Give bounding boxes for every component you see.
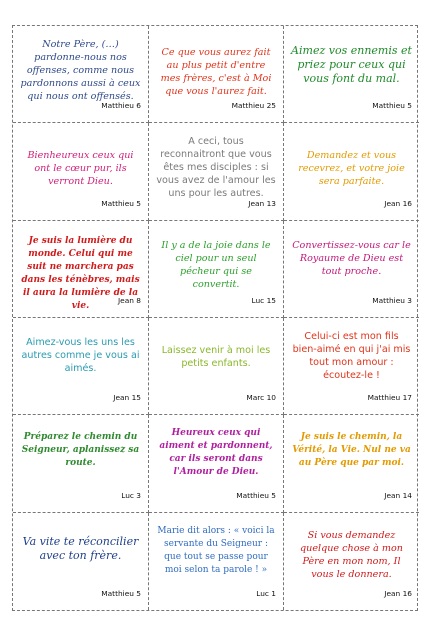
verse-quote: Marie dit alors : « voici la servante du Seigneur : que tout se passe pour moi selon ta parole ! »: [157, 525, 275, 575]
verse-quote: Je suis la lumière du monde. Celui qui me suit ne marchera pas dans les ténèbres, mais il aura la lumière de la vie.: [21, 235, 140, 311]
verse-quote: Laissez venir à moi les petits enfants.: [161, 345, 271, 369]
verse-card: [13, 415, 149, 512]
card-sheet: [12, 25, 418, 611]
verse-quote: A ceci, tous reconnaitront que vous êtes mes disciples : si vous avez de l'amour les uns pour les autres.: [156, 136, 276, 200]
verse-quote: Heureux ceux qui aiment et pardonnent, car ils seront dans l'Amour de Dieu.: [159, 428, 273, 478]
verse-card: [284, 513, 419, 610]
verse-reference: Jean 15: [113, 393, 141, 403]
verse-card: [284, 123, 419, 220]
verse-reference: Jean 14: [384, 490, 412, 500]
verse-card: [284, 415, 419, 512]
verse-card: [149, 318, 284, 415]
verse-reference: Matthieu 17: [367, 393, 412, 403]
verse-reference: Matthieu 5: [372, 101, 412, 111]
verse-quote: Celui-ci est mon fils bien-aimé en qui j'ai mis tout mon amour : écoutez-le !: [292, 331, 411, 381]
verse-reference: Luc 3: [121, 490, 141, 500]
verse-reference: Matthieu 5: [236, 490, 276, 500]
verse-reference: Jean 16: [384, 198, 412, 208]
verse-card: [13, 318, 149, 415]
verse-quote: Convertissez-vous car le Royaume de Dieu est tout proche.: [292, 239, 411, 277]
verse-quote: Si vous demandez quelque chose à mon Père en mon nom, Il vous le donnera.: [300, 529, 403, 580]
verse-reference: Luc 1: [256, 589, 276, 598]
verse-card: [284, 221, 419, 318]
verse-reference: Jean 16: [384, 589, 412, 598]
verse-card: [13, 221, 149, 318]
verse-reference: Matthieu 3: [372, 296, 412, 305]
verse-reference: Jean 8: [118, 296, 141, 305]
verse-card: [13, 513, 149, 610]
verse-quote: Il y a de la joie dans le ciel pour un seul pécheur qui se convertit.: [161, 239, 271, 290]
verse-reference: Matthieu 6: [101, 101, 141, 111]
verse-quote: Bienheureux ceux qui ont le cœur pur, ils verront Dieu.: [27, 150, 134, 188]
verse-quote: Va vite te réconcilier avec ton frère.: [22, 534, 139, 562]
verse-card: [284, 26, 419, 123]
verse-quote: Préparez le chemin du Seigneur, aplanissez sa route.: [21, 432, 140, 469]
verse-reference: Luc 15: [251, 296, 276, 305]
verse-card: [149, 221, 284, 318]
verse-quote: Ce que vous aurez fait au plus petit d'entre mes frères, c'est à Moi que vous l'aurez fait.: [160, 47, 272, 97]
verse-card: [13, 123, 149, 220]
verse-quote: Aimez vos ennemis et priez pour ceux qui vous font du mal.: [291, 44, 412, 85]
verse-quote: Aimez-vous les uns les autres comme je vous ai aimés.: [21, 337, 140, 374]
verse-quote: Demandez et vous recevrez, et votre joie sera parfaite.: [298, 150, 405, 188]
verse-card: [149, 123, 284, 220]
verse-card: [149, 415, 284, 512]
verse-quote: Notre Père, (…) pardonne-nous nos offenses, comme nous pardonnons aussi à ceux qui nous ont offensés.: [20, 39, 141, 102]
verse-quote: Je suis le chemin, la Vérité, la Vie. Nul ne va au Père que par moi.: [292, 432, 411, 469]
verse-reference: Matthieu 5: [101, 198, 141, 208]
verse-card: [284, 318, 419, 415]
verse-reference: Matthieu 5: [101, 589, 141, 598]
verse-card: [149, 26, 284, 123]
verse-reference: Matthieu 25: [231, 101, 276, 111]
verse-card: [149, 513, 284, 610]
verse-reference: Marc 10: [246, 393, 276, 403]
verse-card: [13, 26, 149, 123]
verse-reference: Jean 13: [248, 198, 276, 208]
